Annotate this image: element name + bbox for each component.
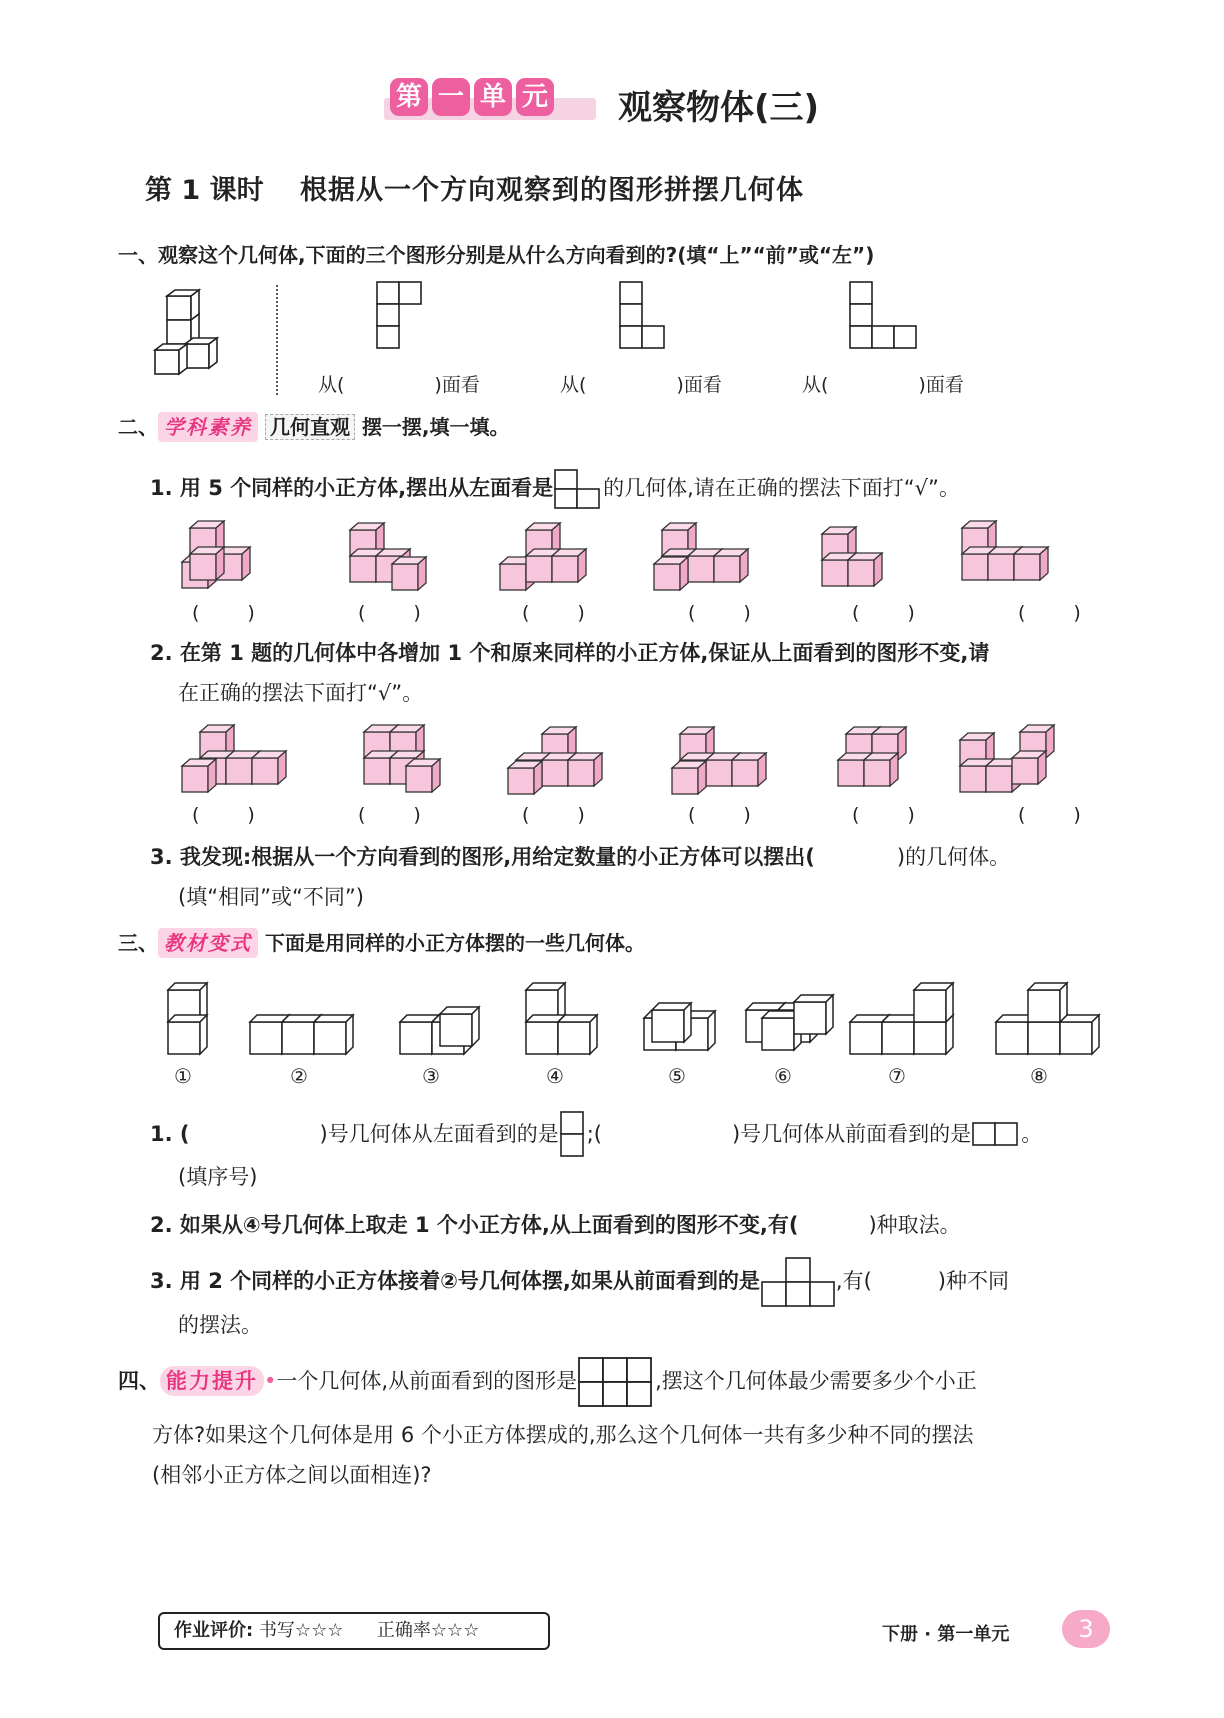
q1-title: 一、观察这个几何体,下面的三个图形分别是从什么方向看到的?(填“上”“前”或“左”)	[118, 243, 875, 267]
unit-title: 观察物体(三)	[618, 88, 820, 128]
q3-tag: 教材变式	[158, 928, 258, 958]
q2-tag: 学科素养	[158, 412, 258, 442]
q2-r1-ans-1[interactable]: ( )	[192, 602, 255, 624]
q3-label-7: ⑦	[888, 1064, 906, 1088]
q2-r2-ans-1[interactable]: ( )	[192, 804, 255, 826]
q3-solids	[150, 968, 1110, 1078]
footer-book: 下册 · 第一单元	[882, 1624, 1010, 1645]
q2-r2-ans-6[interactable]: ( )	[1018, 804, 1081, 826]
q4-line3: (相邻小正方体之间以面相连)?	[152, 1463, 432, 1487]
unit-badge-1: 第	[390, 78, 428, 116]
q2-r1-ans-2[interactable]: ( )	[358, 602, 421, 624]
front-view-two-row-icon	[971, 1121, 1021, 1149]
q1-divider	[276, 285, 278, 395]
q1-solid-figure	[145, 288, 235, 388]
q2-r2-ans-2[interactable]: ( )	[358, 804, 421, 826]
q2-row2-solids	[170, 716, 1110, 806]
q4-tag: 能力提升	[160, 1366, 264, 1396]
q3-p1-note: (填序号)	[178, 1165, 258, 1189]
q3-label-1: ①	[174, 1064, 192, 1088]
front-view-four-grid-icon	[577, 1356, 655, 1408]
eval-writing: 书写☆☆☆	[258, 1620, 344, 1641]
q4-line2: 方体?如果这个几何体是用 6 个小正方体摆成的,那么这个几何体一共有多少种不同的摆法	[152, 1423, 974, 1447]
q3-label-6: ⑥	[774, 1064, 792, 1088]
q2-p3: 3. 我发现:根据从一个方向看到的图形,用给定数量的小正方体可以摆出( )的几何体。 (填“相同”或“不同”)	[150, 845, 1011, 909]
q2-p2: 2. 在第 1 题的几何体中各增加 1 个和原来同样的小正方体,保证从上面看到的图形不变,请 在正确的摆法下面打“√”。	[150, 641, 990, 705]
q3-label-2: ②	[290, 1064, 308, 1088]
q2-r2-ans-4[interactable]: ( )	[688, 804, 751, 826]
q3-label-3: ③	[422, 1064, 440, 1088]
q2-r2-ans-5[interactable]: ( )	[852, 804, 915, 826]
q3-label-5: ⑤	[668, 1064, 686, 1088]
q3-label-8: ⑧	[1030, 1064, 1048, 1088]
q1-view-b	[618, 280, 668, 352]
q3-heading: 三、 教材变式 下面是用同样的小正方体摆的一些几何体。	[118, 928, 645, 958]
lesson-number: 第 1 课时	[145, 175, 264, 206]
q1-answer-c: 从( )面看	[802, 374, 964, 396]
q2-r2-ans-3[interactable]: ( )	[522, 804, 585, 826]
q2-p1: 1. 用 5 个同样的小正方体,摆出从左面看是 的几何体,请在正确的摆法下面打“√”。	[150, 468, 960, 510]
q2-r1-ans-5[interactable]: ( )	[852, 602, 915, 624]
evaluation-box	[158, 1612, 550, 1650]
q3-p3: 3. 用 2 个同样的小正方体接着②号几何体摆,如果从前面看到的是 ,有( )种不同	[150, 1256, 1130, 1308]
q1-view-a	[375, 280, 425, 352]
q1-answer-a: 从( )面看	[318, 374, 480, 396]
unit-badge-2: 一	[432, 78, 470, 116]
front-view-t-shape-icon	[760, 1256, 836, 1308]
q2-r1-ans-6[interactable]: ( )	[1018, 602, 1081, 624]
lesson-title: 根据从一个方向观察到的图形拼摆几何体	[300, 175, 804, 206]
eval-label: 作业评价:	[174, 1620, 254, 1641]
unit-badge-3: 单	[474, 78, 512, 116]
q4-line1: 四、 能力提升 •一个几何体,从前面看到的图形是 ,摆这个几何体最少需要多少个小正	[118, 1356, 1118, 1408]
q2-row1-solids	[170, 512, 1110, 602]
q2-heading: 二、 学科素养 几何直观 摆一摆,填一填。	[118, 412, 510, 442]
q3-label-4: ④	[546, 1064, 564, 1088]
page-number-badge	[1062, 1610, 1110, 1648]
q2-r1-ans-3[interactable]: ( )	[522, 602, 585, 624]
q2-r1-ans-4[interactable]: ( )	[688, 602, 751, 624]
unit-badge-4: 元	[516, 78, 554, 116]
left-view-two-stack-icon	[559, 1110, 587, 1160]
q3-p1: 1. ( )号几何体从左面看到的是 ;( )号几何体从前面看到的是 。	[150, 1110, 1130, 1160]
left-view-icon	[553, 468, 603, 510]
q3-p3-line2: 的摆法。	[178, 1313, 262, 1337]
q3-p2: 2. 如果从④号几何体上取走 1 个小正方体,从上面看到的图形不变,有( )种取法。	[150, 1213, 961, 1237]
q1-view-c	[848, 280, 920, 352]
page-number: 3	[1078, 1615, 1094, 1643]
q1-answer-b: 从( )面看	[560, 374, 722, 396]
q2-tag2: 几何直观	[265, 414, 355, 440]
eval-accuracy: 正确率☆☆☆	[376, 1620, 480, 1641]
